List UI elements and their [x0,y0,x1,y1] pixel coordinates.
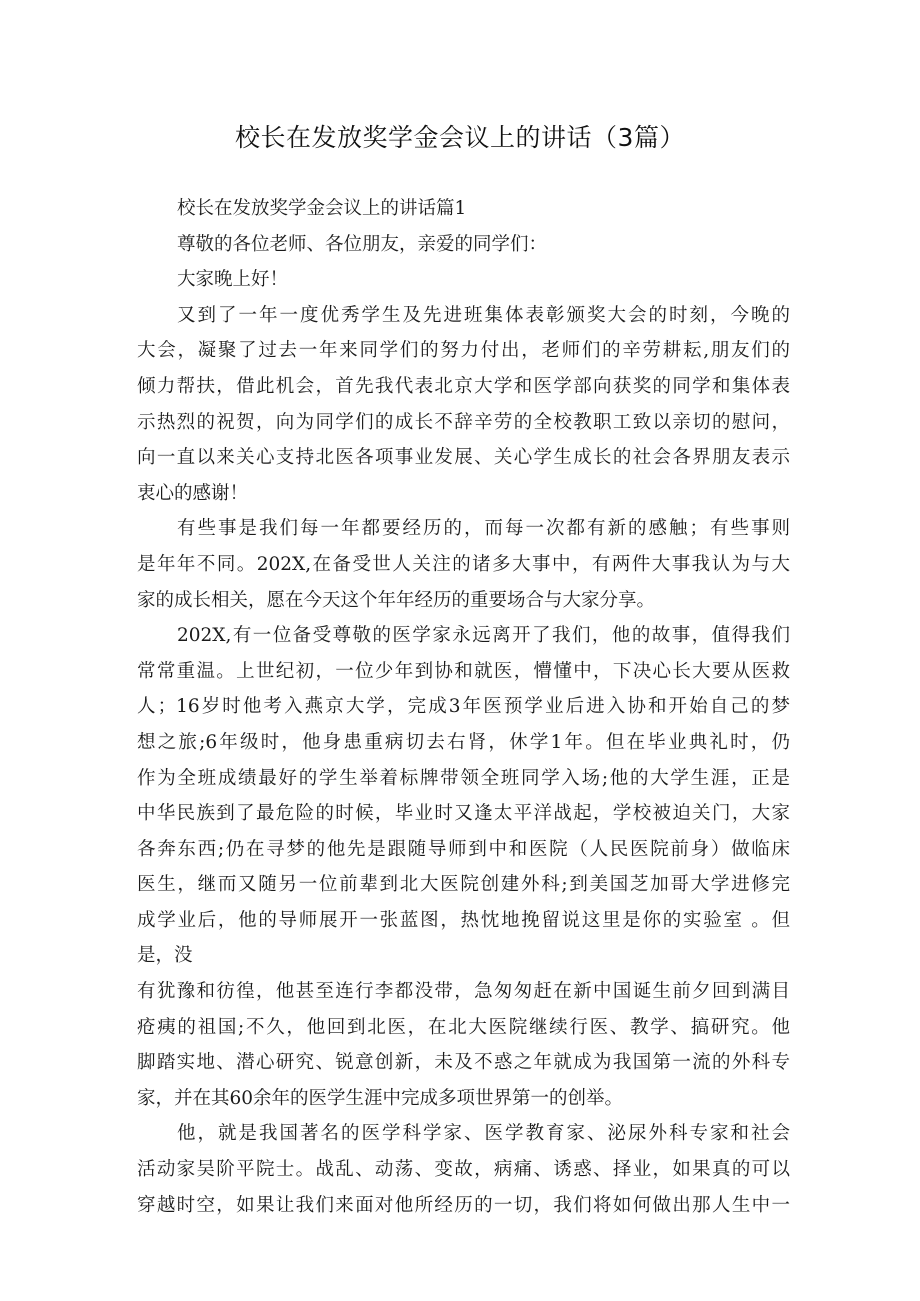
paragraph-line: 家的成长相关，愿在今天这个年年经历的重要场合与大家分享。 [137,589,656,611]
paragraph-line: 家，并在其60余年的医学生涯中完成多项世界第一的创举。 [137,1087,624,1109]
paragraph-line: 向一直以来关心支持北医各项事业发展、关心学生成长的社会各界朋友表示 [137,447,790,469]
paragraph-line: 倾力帮扶，借此机会，首先我代表北京大学和医学部向获奖的同学和集体表 [137,375,790,397]
paragraph-line: 想之旅;6年级时，他身患重病切去右肾，休学1年。但在毕业典礼时，仍 [137,731,790,753]
paragraph-line: 活动家吴阶平院士。战乱、动荡、变故，病痛、诱惑、择业，如果真的可以 [137,1159,790,1181]
document-title: 校长在发放奖学金会议上的讲话（3篇） [235,123,685,152]
paragraph-line: 示热烈的祝贺，向为同学们的成长不辞辛劳的全校教职工致以亲切的慰问， [137,411,790,433]
paragraph-line: 202X,有一位备受尊敬的医学家永远离开了我们，他的故事，值得我们 [177,625,790,647]
paragraph-line: 他，就是我国著名的医学科学家、医学教育家、泌尿外科专家和社会 [177,1123,790,1145]
paragraph-line: 常常重温。上世纪初，一位少年到协和就医，懵懂中，下决心长大要从医救 [137,660,790,682]
paragraph-line: 中华民族到了最危险的时候，毕业时又逢太平洋战起，学校被迫关门，大家 [137,803,790,825]
paragraph-line: 成学业后，他的导师展开一张蓝图，热忱地挽留说这里是你的实验室 。但 [137,909,790,931]
paragraph-line: 大会，凝聚了过去一年来同学们的努力付出，老师们的辛劳耕耘,朋友们的 [137,340,790,362]
paragraph-line: 各奔东西;仍在寻梦的他先是跟随导师到中和医院（人民医院前身）做临床 [137,838,790,860]
paragraph-line: 有犹豫和彷徨，他甚至连行李都没带，急匆匆赶在新中国诞生前夕回到满目 [137,981,790,1003]
greeting: 大家晚上好！ [177,269,289,291]
paragraph-line: 人；16岁时他考入燕京大学，完成3年医预学业后进入协和开始自己的梦 [137,696,790,718]
salutation: 尊敬的各位老师、各位朋友，亲爱的同学们： [177,233,548,255]
paragraph-line: 是年年不同。202X,在备受世人关注的诸多大事中，有两件大事我认为与大 [137,553,790,575]
paragraph-line: 脚踏实地、潜心研究、锐意创新，未及不惑之年就成为我国第一流的外科专 [137,1052,790,1074]
section-heading: 校长在发放奖学金会议上的讲话篇1 [177,198,467,219]
paragraph-line: 是，没 [137,945,193,967]
paragraph-line: 医生，继而又随另一位前辈到北大医院创建外科;到美国芝加哥大学进修完 [137,874,790,896]
paragraph-line: 疮痍的祖国;不久，他回到北医，在北大医院继续行医、教学、搞研究。他 [137,1016,790,1038]
paragraph-line: 又到了一年一度优秀学生及先进班集体表彰颁奖大会的时刻，今晚的 [177,304,790,326]
paragraph-line: 作为全班成绩最好的学生举着标牌带领全班同学入场;他的大学生涯，正是 [137,767,790,789]
document-body [137,191,790,1223]
paragraph-line: 衷心的感谢！ [137,482,249,504]
paragraph-line: 穿越时空，如果让我们来面对他所经历的一切，我们将如何做出那人生中一 [137,1194,790,1216]
paragraph-line: 有些事是我们每一年都要经历的，而每一次都有新的感触；有些事则 [177,518,790,540]
